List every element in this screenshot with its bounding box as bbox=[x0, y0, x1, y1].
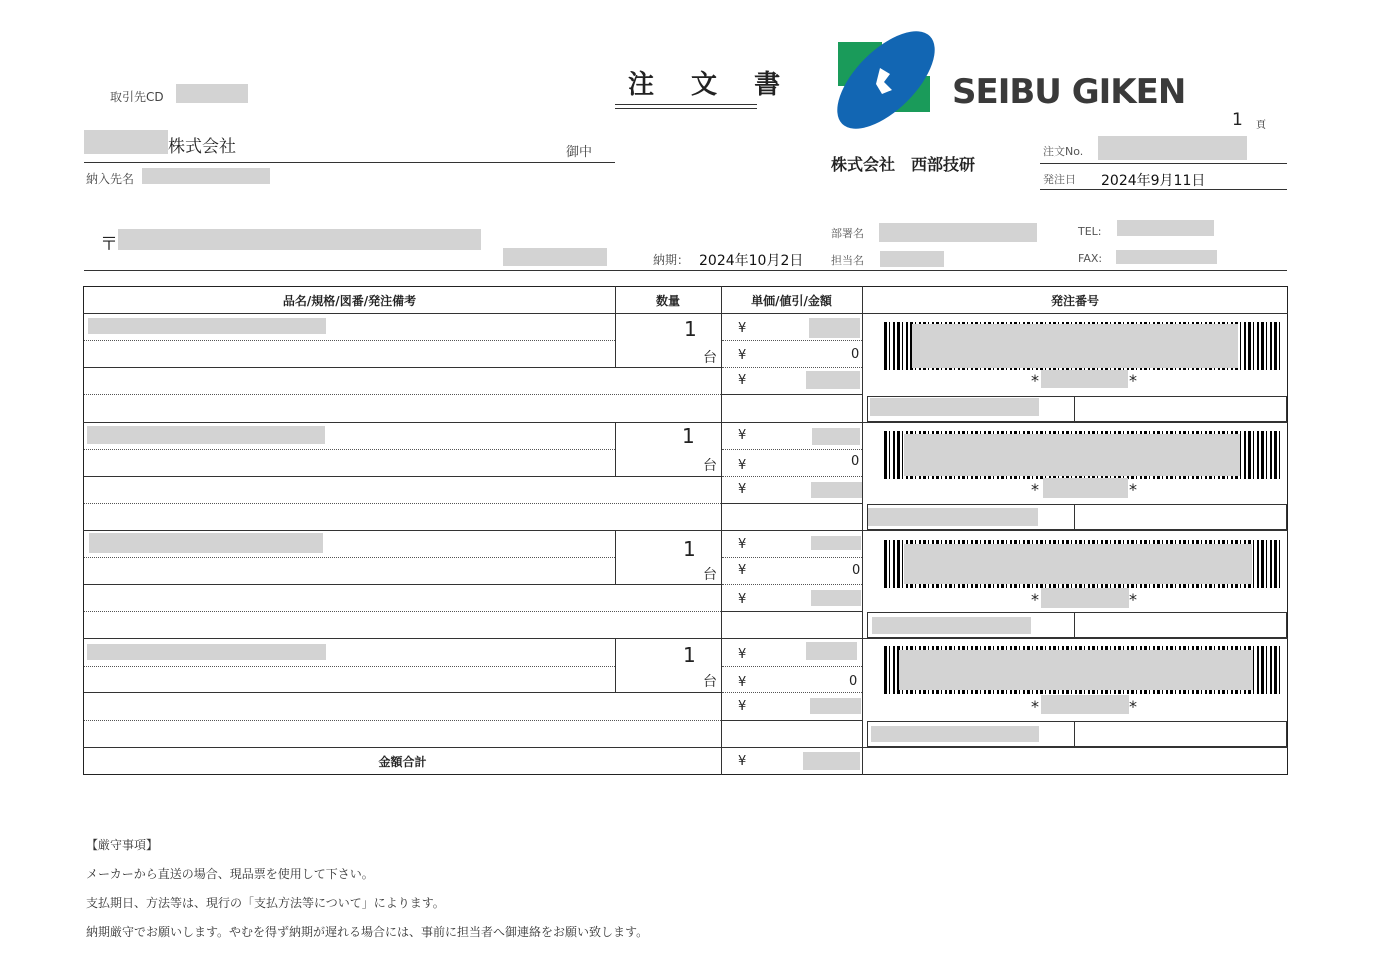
amount-yen: ¥ bbox=[738, 592, 747, 607]
order-no-redacted bbox=[1098, 136, 1247, 160]
discount-value: 0 bbox=[851, 347, 860, 362]
barcode-star-right: * bbox=[1129, 697, 1137, 716]
delivery-label: 納入先名 bbox=[86, 172, 135, 186]
header-qty: 数量 bbox=[655, 294, 680, 308]
table-header-line bbox=[83, 313, 1288, 314]
discount-value: 0 bbox=[849, 674, 858, 689]
unit-price-yen: ¥ bbox=[738, 537, 747, 552]
unit-price-yen: ¥ bbox=[738, 321, 747, 336]
total-yen: ¥ bbox=[738, 754, 747, 769]
barcode-star-left: * bbox=[1031, 480, 1039, 499]
notes-heading: 【厳守事項】 bbox=[86, 838, 159, 852]
barcode-star-right: * bbox=[1129, 371, 1137, 390]
address-redacted bbox=[118, 229, 481, 250]
note-line: 支払期日、方法等は、現行の「支払方法等について」によります。 bbox=[86, 896, 445, 910]
unit: 台 bbox=[703, 350, 717, 366]
dept-redacted bbox=[879, 223, 1037, 242]
title-underline-2 bbox=[615, 108, 757, 109]
header-item: 品名/規格/図番/発注備考 bbox=[282, 294, 417, 308]
order-date-label: 発注日 bbox=[1043, 173, 1076, 186]
amount-yen: ¥ bbox=[738, 373, 747, 388]
quantity: 1 bbox=[682, 424, 695, 448]
discount-yen: ¥ bbox=[738, 458, 747, 473]
item-name-redacted bbox=[87, 644, 326, 660]
discount-value: 0 bbox=[851, 454, 860, 469]
tel-label: TEL: bbox=[1078, 225, 1102, 238]
postal-mark: 〒 bbox=[100, 234, 118, 255]
barcode-star-left: * bbox=[1031, 371, 1039, 390]
order-date-value: 2024年9月11日 bbox=[1101, 173, 1206, 189]
recipient-suffix: 株式会社 bbox=[168, 137, 236, 157]
address2-redacted bbox=[503, 248, 607, 266]
note-line: 納期厳守でお願いします。やむを得ず納期が遅れる場合には、事前に担当者へ御連絡をお願い致します。 bbox=[86, 925, 649, 939]
barcode-star-right: * bbox=[1129, 590, 1137, 609]
barcode-star-left: * bbox=[1031, 697, 1039, 716]
amount-yen: ¥ bbox=[738, 482, 747, 497]
order-no-label: 注文No. bbox=[1043, 145, 1084, 158]
recipient-underline bbox=[84, 162, 615, 163]
unit-price-yen: ¥ bbox=[738, 428, 747, 443]
header-order-no: 発注番号 bbox=[1050, 294, 1099, 308]
client-cd-redacted bbox=[176, 84, 248, 103]
note-line: メーカーから直送の場合、現品票を使用して下さい。 bbox=[86, 867, 374, 881]
page-label: 頁 bbox=[1256, 120, 1266, 131]
fax-redacted bbox=[1116, 250, 1217, 264]
barcode-star-left: * bbox=[1031, 590, 1039, 609]
item-name-redacted bbox=[88, 318, 326, 334]
header-bottom-line bbox=[84, 270, 1287, 271]
logo-text: SEIBU GIKEN bbox=[952, 72, 1186, 112]
discount-yen: ¥ bbox=[738, 563, 747, 578]
person-label: 担当名 bbox=[831, 254, 864, 267]
discount-value: 0 bbox=[852, 563, 861, 578]
barcode-star-right: * bbox=[1129, 480, 1137, 499]
quantity: 1 bbox=[684, 317, 697, 341]
total-amount-redacted bbox=[803, 752, 860, 770]
dept-label: 部署名 bbox=[831, 227, 864, 240]
tel-redacted bbox=[1117, 220, 1214, 236]
company-logo bbox=[828, 30, 948, 130]
issuer-name: 株式会社 西部技研 bbox=[831, 155, 976, 174]
deadline-label: 納期： bbox=[653, 253, 690, 267]
honorific: 御中 bbox=[566, 145, 593, 160]
person-redacted bbox=[880, 251, 944, 267]
discount-yen: ¥ bbox=[738, 675, 747, 690]
page-number: 1 bbox=[1232, 110, 1243, 130]
notes-section bbox=[86, 836, 648, 952]
deadline-value: 2024年10月2日 bbox=[699, 253, 804, 269]
amount-yen: ¥ bbox=[738, 699, 747, 714]
discount-yen: ¥ bbox=[738, 348, 747, 363]
item-name-redacted bbox=[87, 426, 325, 444]
header-price: 単価/値引/金額 bbox=[751, 294, 832, 308]
quantity: 1 bbox=[683, 537, 696, 561]
total-label: 金額合計 bbox=[378, 755, 427, 769]
fax-label: FAX: bbox=[1078, 252, 1103, 265]
item-name-redacted bbox=[89, 533, 323, 553]
unit-price-yen: ¥ bbox=[738, 647, 747, 662]
delivery-name-redacted bbox=[142, 168, 270, 184]
unit: 台 bbox=[703, 458, 717, 474]
recipient-name-redacted bbox=[84, 130, 168, 154]
order-date-line bbox=[1040, 189, 1287, 190]
order-no-line bbox=[1040, 163, 1287, 164]
unit: 台 bbox=[703, 567, 717, 583]
unit: 台 bbox=[703, 674, 717, 690]
document-title: 注 文 書 bbox=[628, 70, 795, 100]
quantity: 1 bbox=[683, 643, 696, 667]
client-cd-label: 取引先CD bbox=[110, 90, 164, 104]
title-underline-1 bbox=[615, 104, 757, 105]
